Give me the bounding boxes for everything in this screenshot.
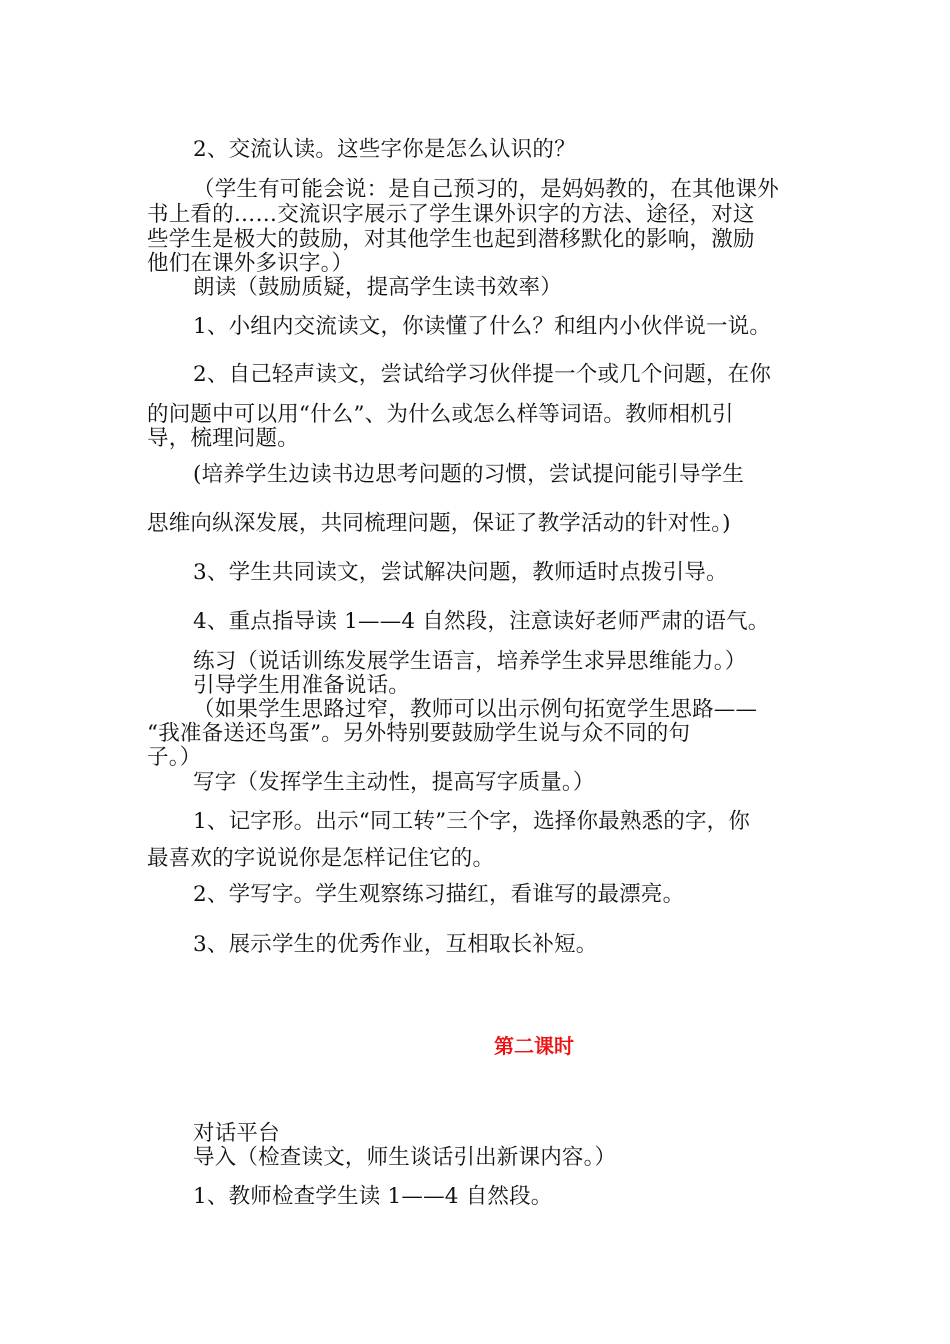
paragraph-line: 写字（发挥学生主动性，提高写字质量。）	[193, 770, 595, 795]
paragraph-line: (培养学生边读书边思考问题的习惯，尝试提问能引导学生	[193, 462, 745, 487]
paragraph-line: （学生有可能会说：是自己预习的，是妈妈教的，在其他课外	[193, 177, 779, 202]
paragraph-line: “我准备送还鸟蛋”。另外特别要鼓励学生说与众不同的句	[147, 721, 691, 746]
paragraph-line: 最喜欢的字说说你是怎样记住它的。	[147, 846, 495, 871]
paragraph-line: 导，梳理问题。	[147, 426, 299, 451]
paragraph-line: 1、教师检查学生读 1——4 自然段。	[193, 1184, 553, 1209]
paragraph-line: 3、展示学生的优秀作业，互相取长补短。	[193, 932, 598, 957]
paragraph-line: 4、重点指导读 1——4 自然段，注意读好老师严肃的语气。	[193, 609, 770, 634]
paragraph-line: （如果学生思路过窄，教师可以出示例句拓宽学生思路——	[193, 697, 758, 722]
section-heading: 第二课时	[494, 1034, 574, 1058]
paragraph-line: 些学生是极大的鼓励，对其他学生也起到潜移默化的影响，激励	[147, 227, 755, 252]
paragraph-line: 书上看的……交流识字展示了学生课外识字的方法、途径，对这	[147, 202, 755, 227]
paragraph-line: 1、记字形。出示“同工转”三个字，选择你最熟悉的字，你	[193, 809, 751, 834]
paragraph-line: 的问题中可以用“什么”、为什么或怎么样等词语。教师相机引	[147, 402, 734, 427]
paragraph-line: 2、交流认读。这些字你是怎么认识的？	[193, 137, 576, 162]
paragraph-line: 2、学写字。学生观察练习描红，看谁写的最漂亮。	[193, 882, 685, 907]
paragraph-line: 2、自己轻声读文，尝试给学习伙伴提一个或几个问题，在你	[193, 362, 772, 387]
paragraph-line: 他们在课外多识字。）	[147, 251, 354, 276]
paragraph-line: 导入（检查读文，师生谈话引出新课内容。）	[193, 1145, 617, 1170]
paragraph-line: 子。）	[147, 745, 202, 770]
paragraph-line: 引导学生用准备说话。	[193, 673, 411, 698]
paragraph-line: 朗读（鼓励质疑，提高学生读书效率）	[193, 275, 562, 300]
paragraph-line: 思维向纵深发展，共同梳理问题，保证了教学活动的针对性。)	[147, 511, 731, 536]
paragraph-line: 对话平台	[193, 1121, 280, 1146]
paragraph-line: 练习（说话训练发展学生语言，培养学生求异思维能力。）	[193, 649, 747, 674]
paragraph-line: 3、学生共同读文，尝试解决问题，教师适时点拨引导。	[193, 560, 728, 585]
paragraph-line: 1、小组内交流读文，你读懂了什么？和组内小伙伴说一说。	[193, 314, 772, 339]
